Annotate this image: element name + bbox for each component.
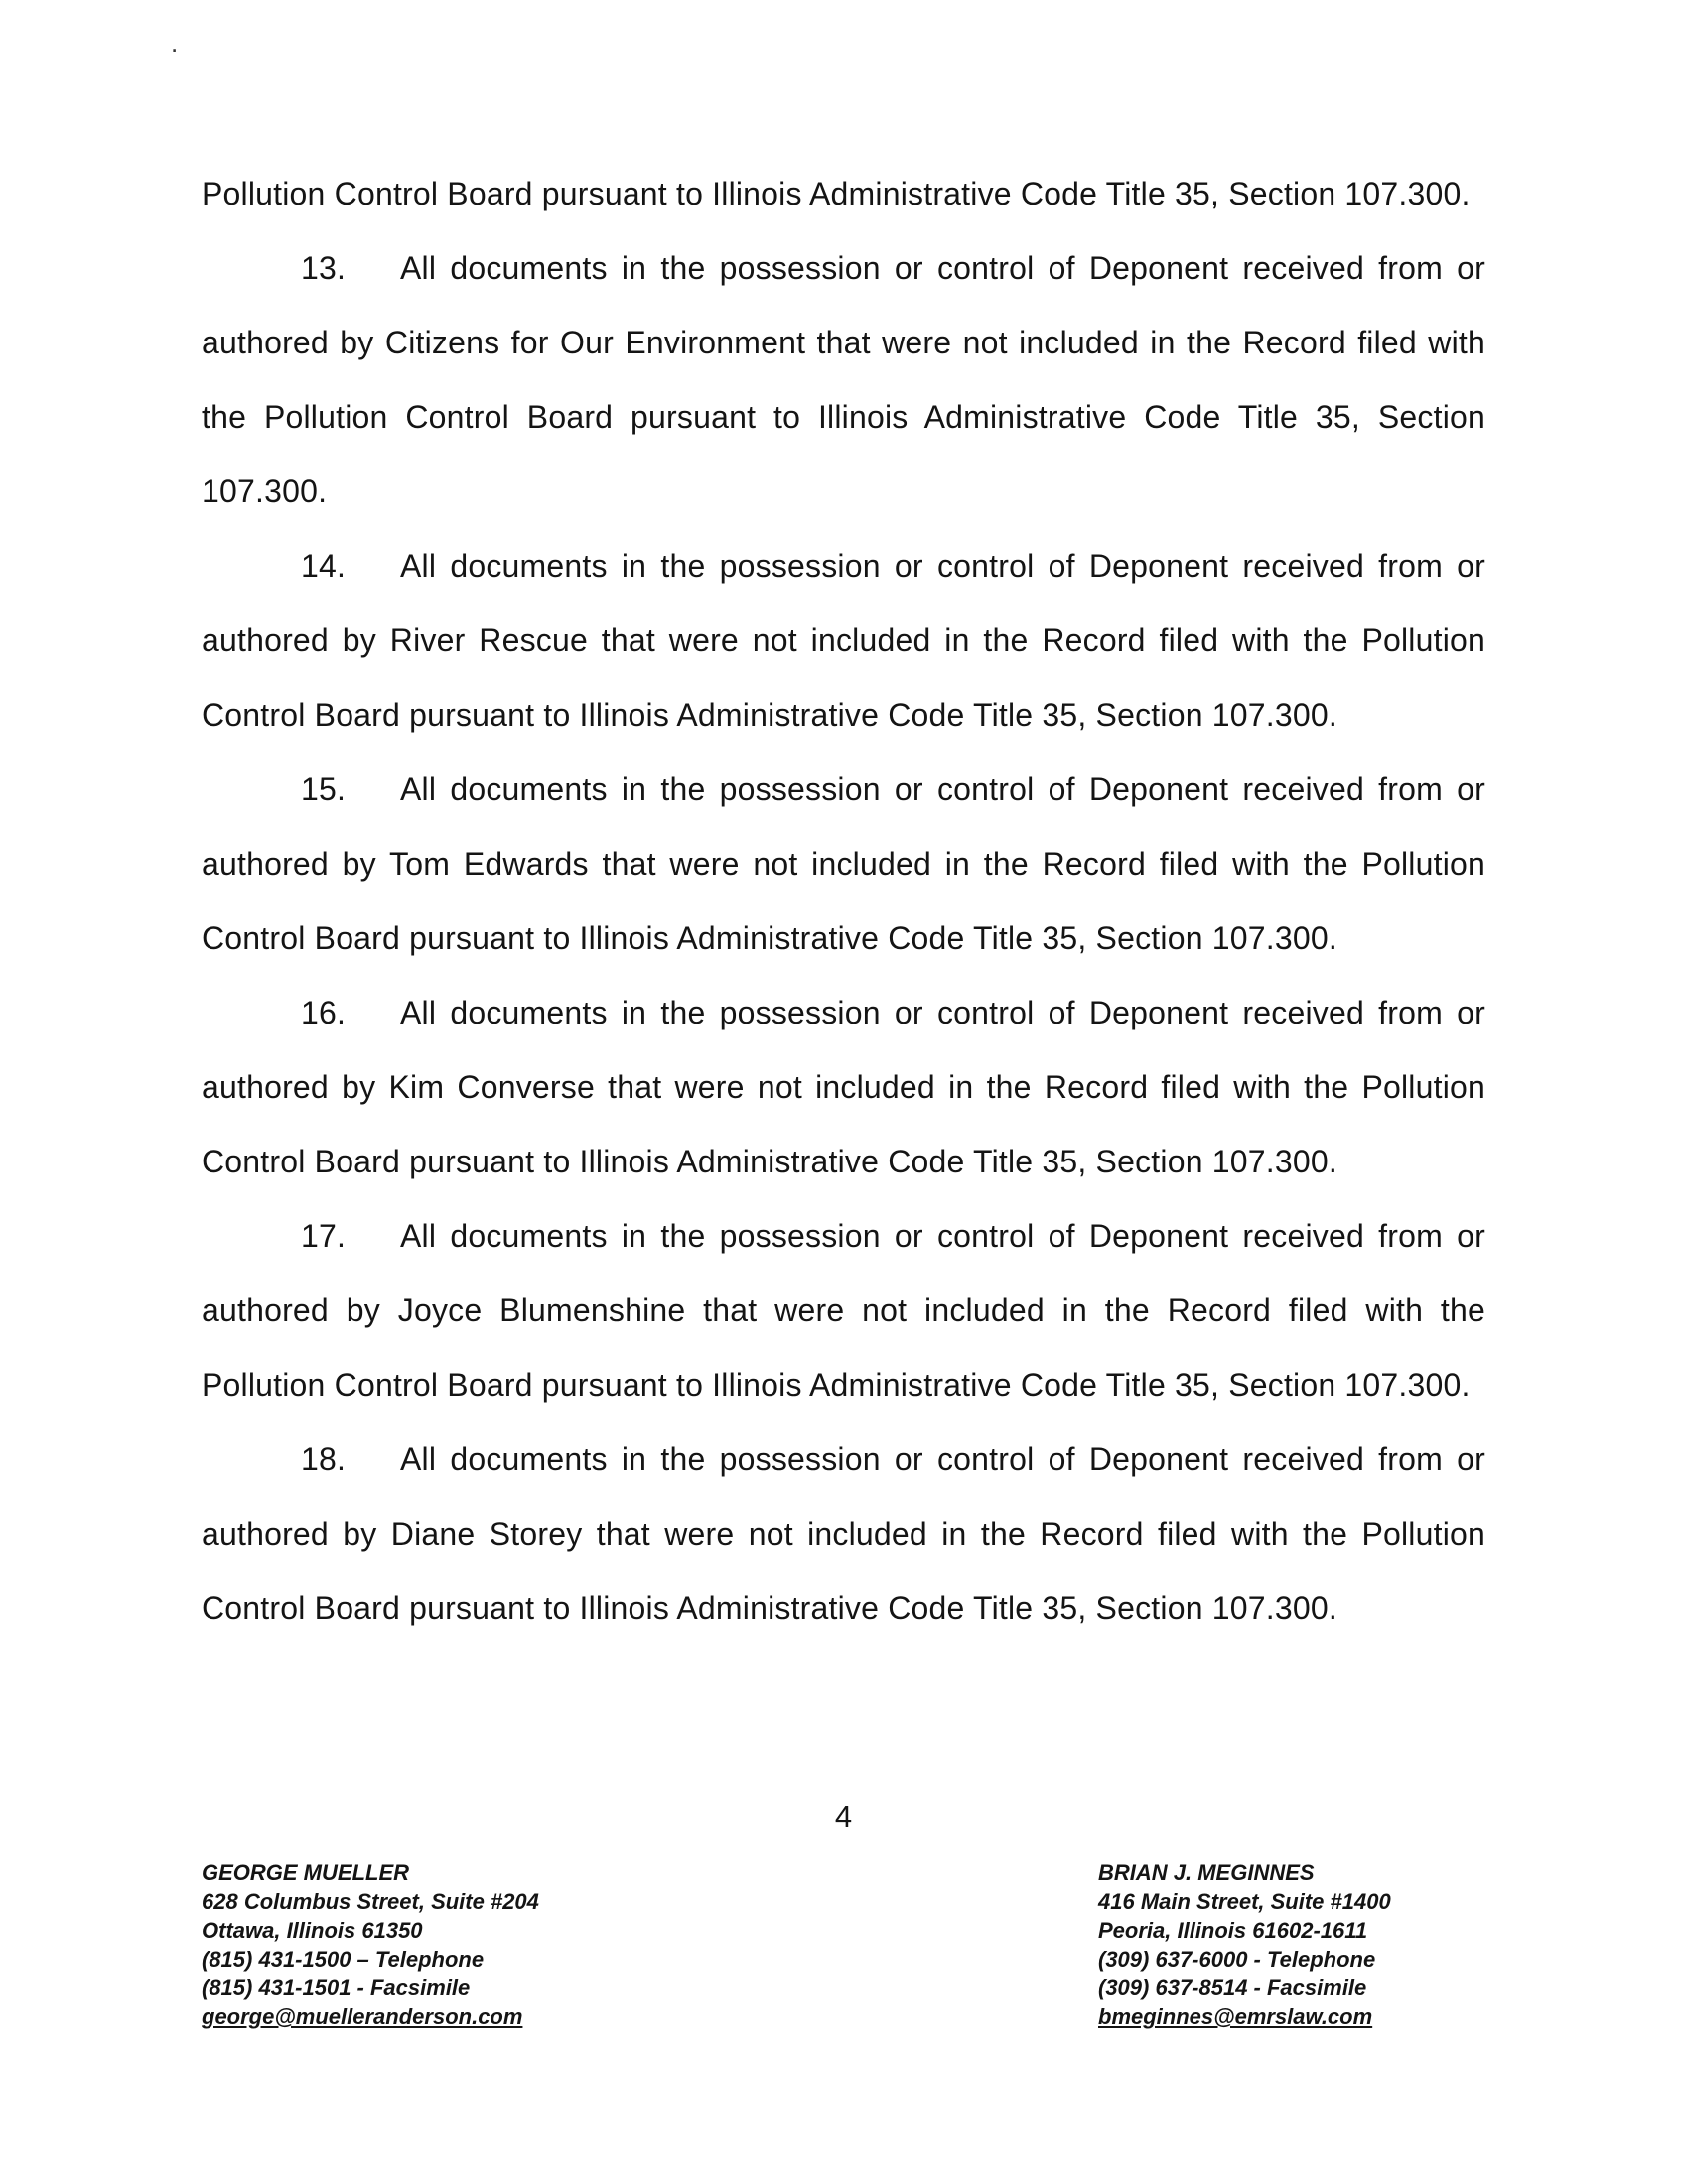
paragraph-text: Pollution Control Board pursuant to Illinois Administrative Code Title 35, Section 107.300. <box>202 176 1471 211</box>
attorney-fax: (815) 431-1501 - Facsimile <box>202 1976 471 2000</box>
attorney-address-line2: Ottawa, Illinois 61350 <box>202 1918 423 1943</box>
attorney-address-line1: 628 Columbus Street, Suite #204 <box>202 1889 539 1914</box>
paragraph-14 <box>202 529 1485 752</box>
attorney-address-line1: 416 Main Street, Suite #1400 <box>1098 1889 1391 1914</box>
paragraph-text: All documents in the possession or control of Deponent received from or authored by Tom Edwards that were not included in the Record filed with the Pollution Control Board pursuant to Illinois Administrative Code Title 35, Section 107.300. <box>202 771 1485 956</box>
attorney-name: GEORGE MUELLER <box>202 1860 410 1885</box>
attorney-name: BRIAN J. MEGINNES <box>1098 1860 1315 1885</box>
paragraph-text: All documents in the possession or control of Deponent received from or authored by Citizens for Our Environment that were not included in the Record filed with the Pollution Control Board pursuant to Illinois Administrative Code Title 35, Section 107.300. <box>202 250 1485 509</box>
paragraph-number: 17. <box>301 1218 347 1254</box>
paragraph-text: All documents in the possession or control of Deponent received from or authored by Diane Storey that were not included in the Record filed with the Pollution Control Board pursuant to Illinois Administrative Code Title 35, Section 107.300. <box>202 1441 1485 1626</box>
paragraph-13 <box>202 231 1485 529</box>
footer-attorney-left <box>202 1858 539 2031</box>
paragraph-text: All documents in the possession or control of Deponent received from or authored by Joyce Blumenshine that were not included in the Record filed with the Pollution Control Board pursuant to Illinois Administrative Code Title 35, Section 107.300. <box>202 1218 1485 1403</box>
attorney-email: bmeginnes@emrslaw.com <box>1098 2004 1373 2029</box>
attorney-phone: (815) 431-1500 – Telephone <box>202 1947 485 1972</box>
paragraph-continuation <box>202 157 1485 231</box>
body-text <box>202 157 1485 1646</box>
paragraph-text: All documents in the possession or control of Deponent received from or authored by River Rescue that were not included in the Record filed with the Pollution Control Board pursuant to Illinois Administrative Code Title 35, Section 107.300. <box>202 548 1485 733</box>
footer-attorney-right <box>1098 1858 1391 2031</box>
attorney-address-line2: Peoria, Illinois 61602-1611 <box>1098 1918 1368 1943</box>
paragraph-16 <box>202 976 1485 1199</box>
paragraph-18 <box>202 1423 1485 1646</box>
attorney-email: george@muelleranderson.com <box>202 2004 523 2029</box>
paragraph-text: All documents in the possession or control of Deponent received from or authored by Kim Converse that were not included in the Record filed with the Pollution Control Board pursuant to Illinois Administrative Code Title 35, Section 107.300. <box>202 995 1485 1179</box>
paragraph-number: 18. <box>301 1441 347 1477</box>
paragraph-number: 15. <box>301 771 347 807</box>
paragraph-number: 13. <box>301 250 347 286</box>
paragraph-15 <box>202 752 1485 976</box>
paragraph-17 <box>202 1199 1485 1423</box>
scan-artifact-dot: . <box>171 28 179 58</box>
attorney-fax: (309) 637-8514 - Facsimile <box>1098 1976 1367 2000</box>
paragraph-number: 16. <box>301 995 347 1030</box>
attorney-phone: (309) 637-6000 - Telephone <box>1098 1947 1376 1972</box>
page-number: 4 <box>834 1799 853 1834</box>
paragraph-number: 14. <box>301 548 347 584</box>
